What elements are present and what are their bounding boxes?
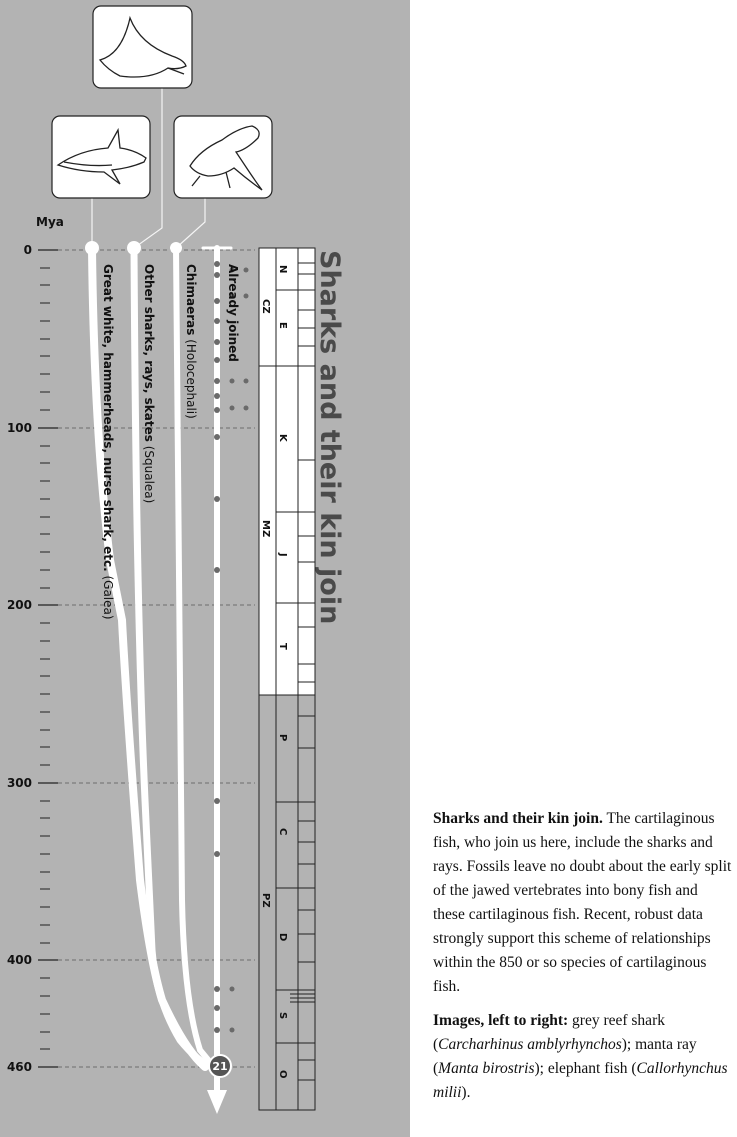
svg-text:Chimaeras (Holocephali) — [184, 264, 198, 419]
caption-img2-text: ); manta ray ( — [433, 1036, 697, 1077]
time-arrow-head — [207, 1090, 227, 1114]
lineage-start-nodes — [85, 241, 182, 255]
caption-heading: Sharks and their kin join. — [433, 810, 603, 827]
axis-ticks — [38, 250, 58, 1067]
lineage-holocephali-group: (Holocephali) — [184, 335, 198, 419]
lineage-label-galea — [101, 264, 115, 620]
caption-img-end: ). — [461, 1084, 471, 1101]
lineage-label-holocephali — [184, 264, 198, 419]
lineage-squalea-name: Other sharks, rays, skates — [142, 264, 156, 442]
caption-images-heading: Images, left to right: — [433, 1012, 569, 1029]
tick-label-460: 460 — [6, 1060, 32, 1074]
svg-text:Other sharks, rays, skates (Sq — [142, 264, 156, 503]
tick-label-400: 400 — [6, 953, 32, 967]
side-dots — [230, 268, 249, 1033]
caption-img2-scientific: Manta birostris — [438, 1060, 535, 1077]
lineage-squalea-group: (Squalea) — [142, 441, 156, 504]
tick-label-200: 200 — [6, 598, 32, 612]
caption — [433, 807, 733, 1115]
image-manta-ray — [93, 6, 192, 88]
node-label: 21 — [212, 1060, 228, 1073]
tick-label-0: 0 — [23, 243, 32, 257]
era-label-pz: PZ — [260, 893, 271, 908]
period-label-d: D — [277, 933, 288, 942]
period-label-o: O — [277, 1070, 288, 1079]
tick-label-300: 300 — [6, 776, 32, 790]
lineage-holocephali-name: Chimaeras — [184, 264, 198, 336]
caption-image-credits — [433, 1009, 733, 1105]
lineage-label-already-joined — [226, 264, 240, 362]
lineage-already-joined-name: Already joined — [226, 264, 240, 362]
caption-body: The cartilaginous fish, who join us here, include the sharks and rays. Fossils leave no doubt about the early split of the jawed vertebrates into bony fish and these cartilaginous fish. Recent, robust data strongly support this scheme of relationships within the 850 or so species of cartilaginous fish. — [433, 810, 732, 995]
lineage-label-squalea — [142, 264, 156, 503]
tick-label-100: 100 — [6, 421, 32, 435]
geologic-timescale — [259, 248, 315, 1110]
axis-label: Mya — [36, 215, 64, 229]
period-label-c: C — [277, 828, 288, 836]
period-label-e: E — [277, 322, 288, 329]
lineage-galea-name: Great white, hammerheads, nurse shark, etc. — [101, 264, 115, 572]
svg-text:Great white, hammerheads, nurs — [101, 264, 115, 620]
caption-summary — [433, 807, 733, 999]
era-label-mz: MZ — [260, 520, 271, 538]
image-grey-reef-shark — [52, 116, 150, 198]
period-label-n: N — [277, 265, 288, 274]
diagram-title: Sharks and their kin join — [314, 250, 345, 625]
caption-img1-text: grey reef shark ( — [433, 1012, 665, 1053]
caption-img3-scientific: Callorhynchus milii — [433, 1060, 728, 1101]
image-elephant-fish — [174, 116, 272, 198]
caption-img3-text: ); elephant fish ( — [534, 1060, 637, 1077]
caption-img1-scientific: Carcharhinus amblyrhynchos — [438, 1036, 622, 1053]
period-label-j: J — [277, 553, 288, 557]
period-label-p: P — [277, 734, 288, 742]
era-label-cz: CZ — [260, 299, 271, 314]
period-label-t: T — [277, 643, 288, 650]
period-label-s: S — [277, 1012, 288, 1020]
lineage-galea-group: (Galea) — [101, 571, 115, 620]
period-label-k: K — [277, 434, 288, 442]
